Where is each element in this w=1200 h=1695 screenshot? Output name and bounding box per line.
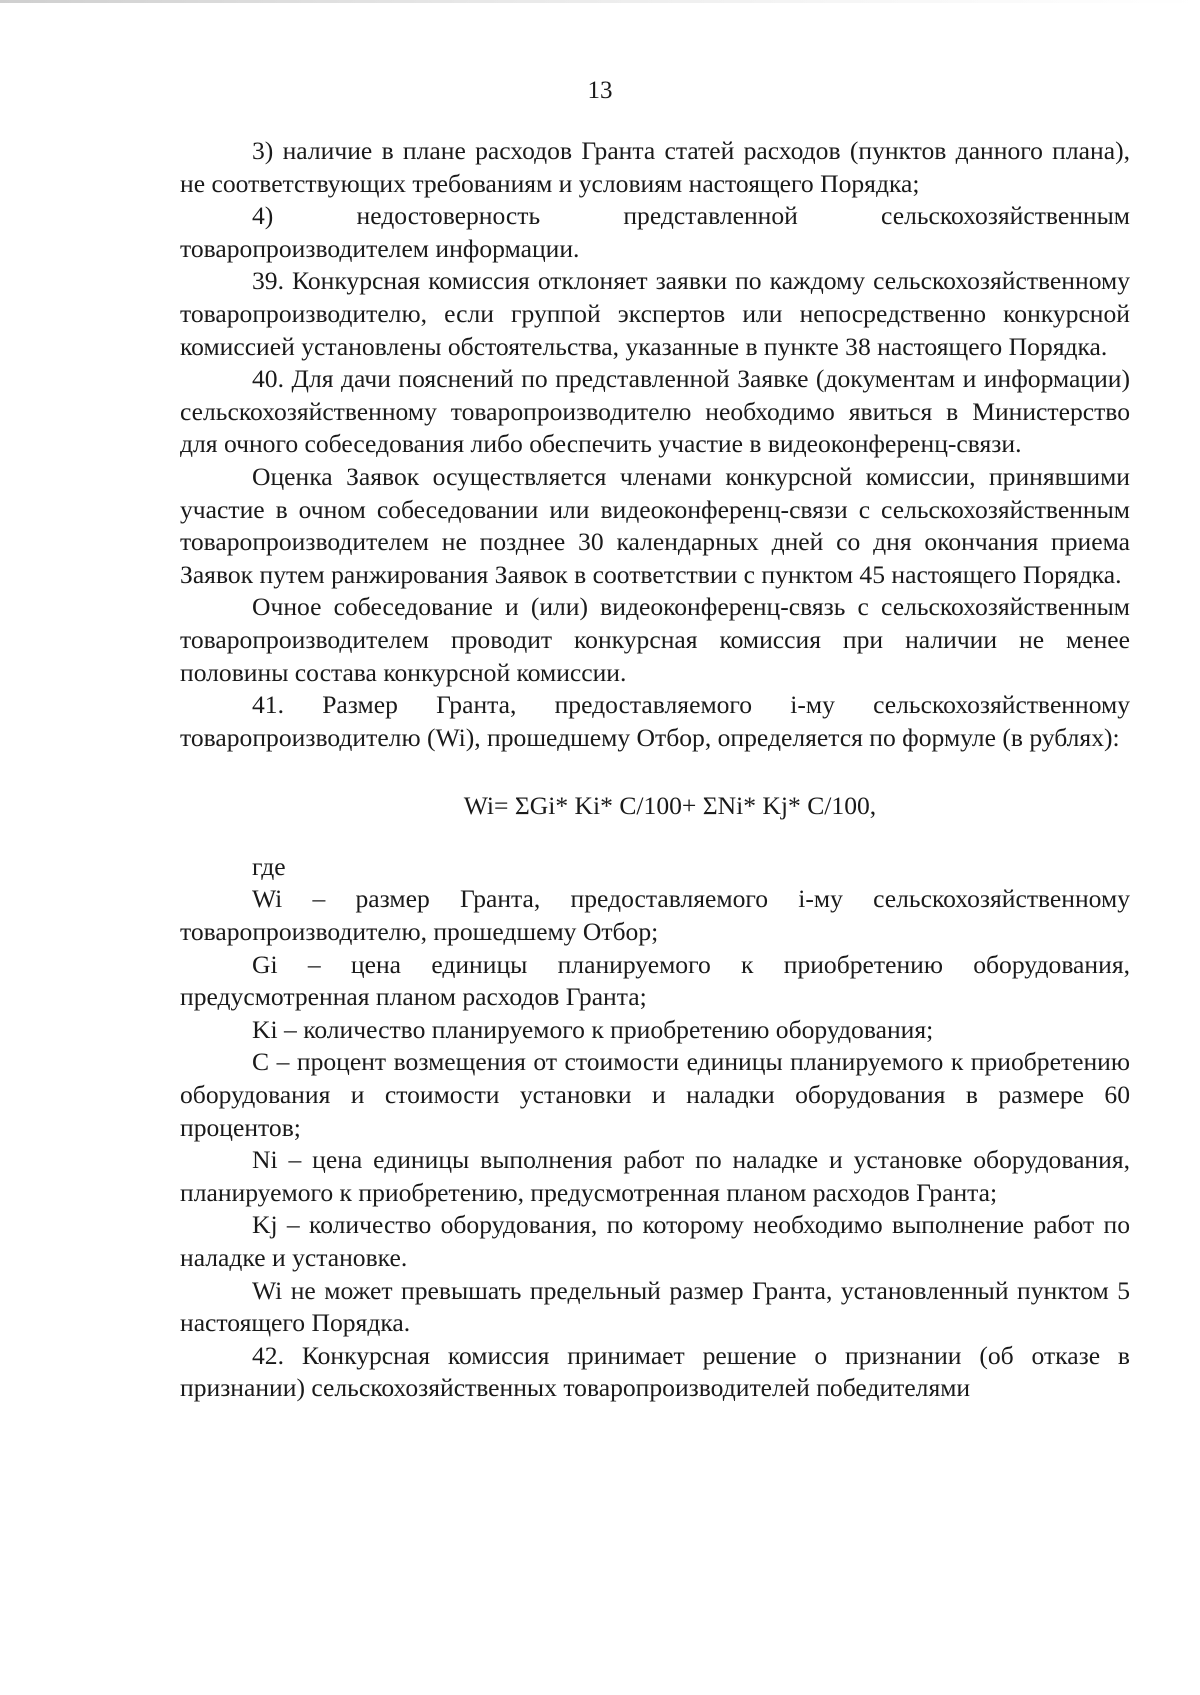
paragraph-clause-40: 40. Для дачи пояснений по представленной Заявке (документам и информации) сельскохозяйственному товаропроизводителю необходимо явиться в Министерство для очного собеседования либо обеспечить участие в видеоконференц-связи. [180, 364, 1130, 459]
page-number: 13 [587, 77, 613, 104]
definition-c: С – процент возмещения от стоимости единицы планируемого к приобретению оборудования и стоимости установки и наладки оборудования в размере 60 процентов; [180, 1047, 1130, 1142]
definition-wi: Wi – размер Гранта, предоставляемого i-му сельскохозяйственному товаропроизводителю, прошедшему Отбор; [180, 884, 1130, 947]
definition-kj: Kj – количество оборудования, по которому необходимо выполнение работ по наладке и установке. [180, 1210, 1130, 1272]
grant-formula: Wi= ΣGi* Ki* C/100+ ΣNi* Kj* C/100, [463, 791, 877, 821]
scan-top-edge [0, 0, 1200, 3]
document-body [180, 135, 1130, 1405]
definition-ni: Ni – цена единицы выполнения работ по наладке и установке оборудования, планируемого к приобретению, предусмотренная планом расходов Гранта; [180, 1145, 1130, 1207]
paragraph-evaluation: Оценка Заявок осуществляется членами конкурсной комиссии, принявшими участие в очном собеседовании или видеоконференц-связи с сельскохозяйственным товаропроизводителем не позднее 30 календарных дней со дня окончания приема Заявок путем ранжирования Заявок в соответствии с пунктом 45 настоящего Порядка. [180, 461, 1130, 589]
paragraph-clause-39: 39. Конкурсная комиссия отклоняет заявки по каждому сельскохозяйственному товаропроизводителю, если группой экспертов или непосредственно конкурсной комиссией установлены обстоятельства, указанные в пункте 38 настоящего Порядка. [180, 266, 1130, 361]
formula-where-label: где [252, 851, 286, 881]
paragraph-item-4: 4) недостоверность представленной сельскохозяйственным товаропроизводителем информации. [180, 201, 1130, 263]
paragraph-wi-limit: Wi не может превышать предельный размер Гранта, установленный пунктом 5 настоящего Порядка. [180, 1275, 1130, 1338]
definition-ki: Ki – количество планируемого к приобретению оборудования; [252, 1014, 934, 1044]
paragraph-interview: Очное собеседование и (или) видеоконференц-связь с сельскохозяйственным товаропроизводителем проводит конкурсная комиссия при наличии не менее половины состава конкурсной комиссии. [180, 592, 1130, 687]
paragraph-item-3: 3) наличие в плане расходов Гранта статей расходов (пунктов данного плана), не соответствующих требованиям и условиям настоящего Порядка; [180, 136, 1130, 198]
paragraph-clause-41: 41. Размер Гранта, предоставляемого i-му сельскохозяйственному товаропроизводителю (Wi), прошедшему Отбор, определяется по формуле (в рублях): [180, 690, 1130, 752]
paragraph-clause-42: 42. Конкурсная комиссия принимает решение о признании (об отказе в признании) сельскохозяйственных товаропроизводителей победителями [180, 1340, 1130, 1403]
definition-gi: Gi – цена единицы планируемого к приобретению оборудования, предусмотренная планом расходов Гранта; [180, 949, 1130, 1012]
